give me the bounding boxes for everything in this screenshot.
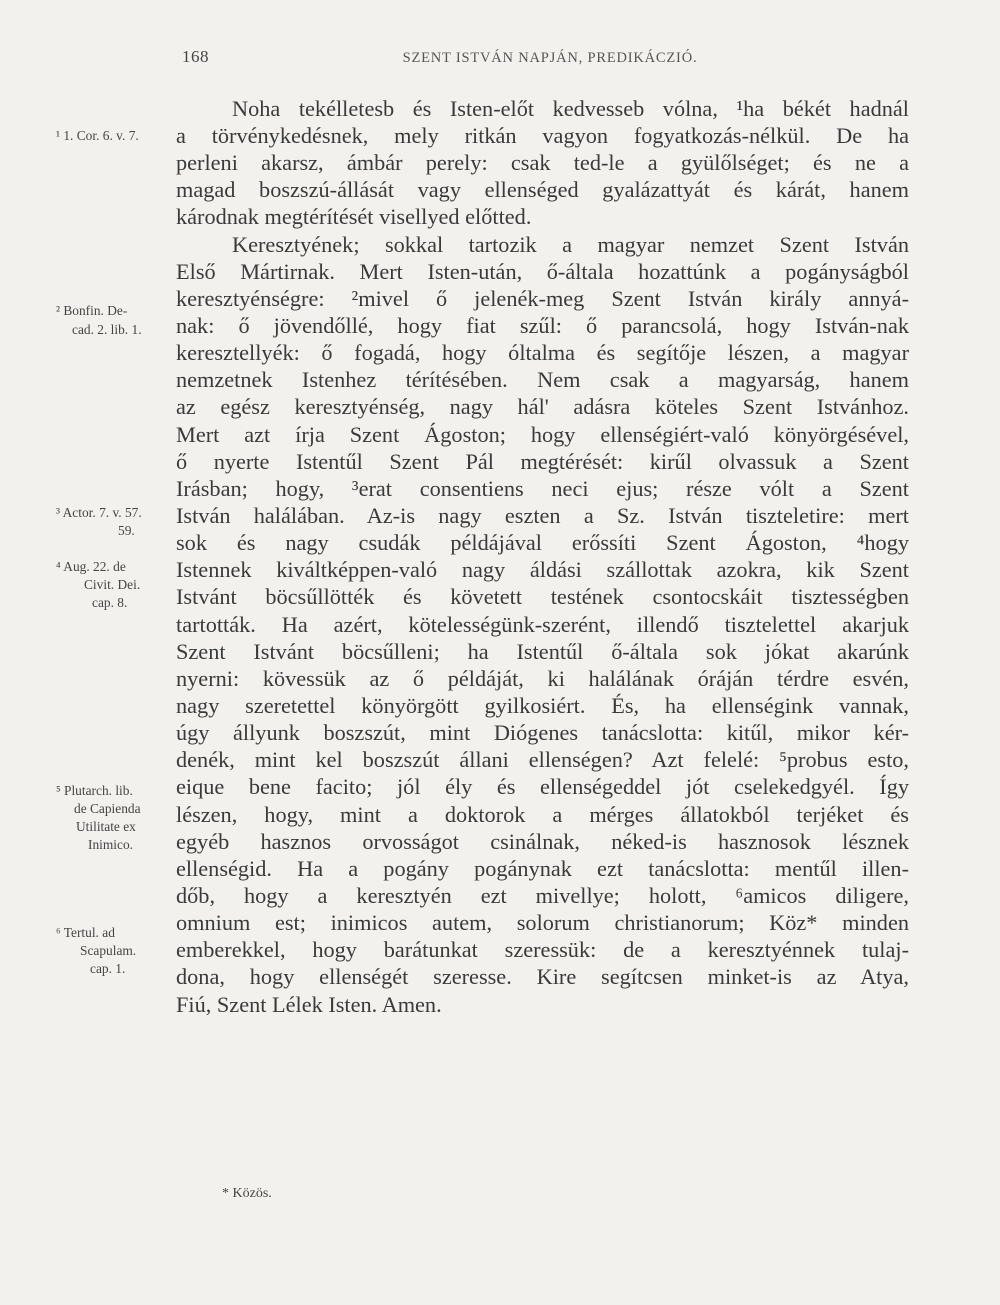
margin-note: ² Bonfin. De-: [56, 303, 128, 318]
text-line: sok és nagy csudák példájával erőssíti Szent Ágoston, ⁴hogy: [176, 530, 909, 555]
text-line: Irásban; hogy, ³erat consentiens neci ejus; része vólt a Szent: [176, 476, 909, 501]
margin-note: ¹ 1. Cor. 6. v. 7.: [56, 128, 139, 143]
text-line: Keresztyének; sokkal tartozik a magyar nemzet Szent István: [232, 232, 909, 257]
margin-note: cap. 1.: [90, 961, 126, 976]
margin-note: Utilitate ex: [76, 819, 136, 834]
margin-note: ⁶ Tertul. ad: [56, 925, 115, 940]
text-line: az egész keresztyénség, nagy hál' adásra köteles Szent Istvánhoz.: [176, 394, 909, 419]
text-line: károdnak megtérítését visellyed előtted.: [176, 204, 532, 229]
text-line: Fiú, Szent Lélek Isten. Amen.: [176, 992, 442, 1017]
text-line: Noha tekélletesb és Isten-előt kedvesseb vólna, ¹ha békét hadnál: [232, 96, 909, 121]
text-line: Mert azt írja Szent Ágoston; hogy ellenségiért-való könyörgésével,: [176, 422, 909, 447]
text-line: emberekkel, hogy barátunkat szeressük: de a keresztyénnek tulaj-: [176, 937, 909, 962]
text-line: a törvénykedésnek, mely ritkán vagyon fogyatkozás-nélkül. De ha: [176, 123, 909, 148]
text-line: ellenségid. Ha a pogány pogánynak ezt tanácslotta: mentűl illen-: [176, 856, 909, 881]
footnote: * Közös.: [222, 1186, 272, 1201]
text-line: nyerni: kövessük az ő példáját, ki halálának óráján térdre esvén,: [176, 666, 909, 691]
text-line: tartották. Ha azért, kötelességünk-szerént, illendő tisztelettel akarjuk: [176, 612, 909, 637]
margin-note: ⁵ Plutarch. lib.: [56, 783, 133, 798]
margin-note: cad. 2. lib. 1.: [72, 322, 142, 337]
margin-note: ⁴ Aug. 22. de: [56, 559, 126, 574]
text-line: István halálában. Az-is nagy eszten a Sz. István tiszteletire: mert: [176, 503, 909, 528]
text-line: denék, mint kel boszszút állani ellenségen? Azt felelé: ⁵probus esto,: [176, 747, 909, 772]
text-line: perleni akarsz, ámbár perely: csak ted-le a gyülőlséget; és ne a: [176, 150, 909, 175]
text-line: dőb, hogy a keresztyén ezt mivellye; holott, ⁶amicos diligere,: [176, 883, 909, 908]
text-line: omnium est; inimicos autem, solorum christianorum; Köz* minden: [176, 910, 909, 935]
text-line: eique bene facito; jól ély és ellenségeddel jót cselekedgyél. Így: [176, 774, 909, 799]
page-number: 168: [182, 47, 209, 66]
margin-note: de Capienda: [74, 801, 141, 816]
running-head: SZENT ISTVÁN NAPJÁN, PREDIKÁCZIÓ.: [402, 50, 698, 66]
text-line: dona, hogy ellenségét szeresse. Kire segítcsen minket-is az Atya,: [176, 964, 909, 989]
text-line: úgy állyunk boszszút, mint Diógenes tanácslotta: kitűl, mikor kér-: [176, 720, 909, 745]
margin-note: Civit. Dei.: [84, 577, 141, 592]
margin-note: Scapulam.: [80, 943, 137, 958]
text-line: Első Mártirnak. Mert Isten-után, ő-általa hozattúnk a pogányságból: [176, 259, 909, 284]
text-line: keresztellyék: ő fogadá, hogy óltalma és segítője lészen, a magyar: [176, 340, 909, 365]
text-line: Istvánt böcsűllötték és követett testének csontocskáit tisztességben: [176, 584, 909, 609]
margin-note: cap. 8.: [92, 595, 128, 610]
margin-note: 59.: [118, 523, 135, 538]
text-line: nagy szeretettel könyörgött gyilkosiért. És, ha ellenségink vannak,: [176, 693, 909, 718]
text-line: nemzetnek Istenhez térítésében. Nem csak a magyarság, hanem: [176, 367, 909, 392]
margin-note: ³ Actor. 7. v. 57.: [56, 505, 142, 520]
text-line: Istennek kiváltképpen-való nagy áldási szállottak azokra, kik Szent: [176, 557, 909, 582]
text-line: nak: ő jövendőllé, hogy fiat szűl: ő parancsolá, hogy István-nak: [176, 313, 909, 338]
text-line: keresztyénségre: ²mivel ő jelenék-meg Szent István király annyá-: [176, 286, 909, 311]
margin-note: Inimico.: [88, 837, 133, 852]
text-line: lészen, hogy, mint a doktorok a mérges állatokból terjéket és: [176, 802, 909, 827]
text-line: ő nyerte Istentűl Szent Pál megtérését: kirűl olvassuk a Szent: [176, 449, 909, 474]
text-line: magad boszszú-állását vagy ellenséged gyalázattyát és kárát, hanem: [176, 177, 909, 202]
text-line: egyéb hasznos orvosságot csinálnak, néked-is hasznosok lésznek: [176, 829, 909, 854]
text-line: Szent Istvánt böcsűlleni; ha Istentűl ő-általa sok jókat akarúnk: [176, 639, 909, 664]
